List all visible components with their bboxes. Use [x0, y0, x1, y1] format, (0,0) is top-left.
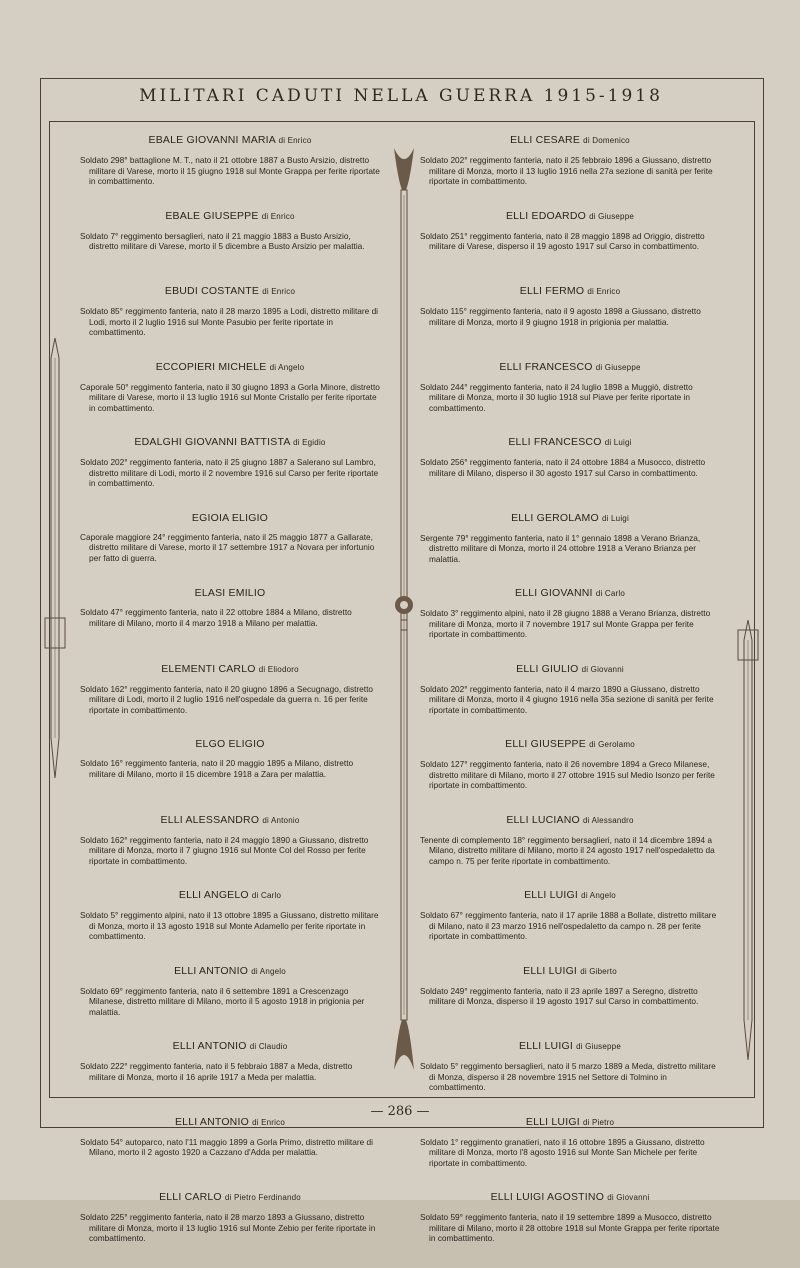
casualty-entry [80, 135, 380, 211]
casualty-entry [80, 739, 380, 815]
casualty-name [420, 815, 720, 826]
surname-given-name: ELLI LUIGI [525, 1115, 580, 1128]
casualty-name [420, 362, 720, 373]
casualty-details: Soldato 5° reggimento bersaglieri, nato il 5 marzo 1889 a Meda, distretto militare di Monza, disperso il 28 novembre 1915 nel Settore di Tolmino in combattimento. [420, 1061, 716, 1093]
parent-name: di Enrico [262, 287, 296, 296]
right-sword-ornament [734, 620, 762, 1060]
parent-name: di Angelo [251, 966, 286, 976]
right-column [420, 135, 720, 1268]
casualty-entry [420, 437, 720, 513]
surname-given-name: EBUDI COSTANTE [164, 285, 260, 297]
parent-name: di Pietro [582, 1117, 615, 1127]
parent-name: di Carlo [595, 589, 625, 598]
casualty-name [420, 890, 720, 901]
surname-given-name: ECCOPIERI MICHELE [155, 360, 267, 373]
casualty-details: Soldato 251° reggimento fanteria, nato il 28 maggio 1898 ad Origgio, distretto militare di Varese, disperso il 19 agosto 1917 sul Carso in combattimento. [420, 230, 705, 252]
casualty-entry [420, 362, 720, 438]
casualty-entry [420, 664, 720, 740]
surname-given-name: ELLI CESARE [510, 134, 581, 146]
casualty-details: Soldato 69° reggimento fanteria, nato il 6 settembre 1891 a Crescenzago Milanese, distretto militare di Milano, morto il 5 agosto 1918 in prigionia per malattia. [80, 985, 365, 1017]
parent-name: di Pietro Ferdinando [224, 1193, 301, 1202]
casualty-entry [80, 513, 380, 589]
surname-given-name: ELLI LUIGI AGOSTINO [490, 1191, 605, 1203]
parent-name: di Giuseppe [576, 1042, 621, 1051]
casualty-entry [80, 1192, 380, 1268]
parent-name: di Enrico [261, 211, 295, 221]
casualty-name [420, 1041, 720, 1052]
casualty-entry [80, 890, 380, 966]
casualty-name [420, 135, 720, 146]
casualty-entry [420, 513, 720, 589]
surname-given-name: ELLI ALESSANDRO [160, 813, 260, 826]
casualty-details: Soldato 54° autoparco, nato l'11 maggio 1899 a Gorla Primo, distretto militare di Milano, morto il 2 agosto 1920 a Cazzano d'Adda per malattia. [80, 1136, 373, 1158]
page-title: MILITARI CADUTI NELLA GUERRA 1915-1918 [139, 86, 663, 106]
surname-given-name: ELLI CARLO [159, 1191, 222, 1203]
casualty-details: Soldato 115° reggimento fanteria, nato il 9 agosto 1898 a Giussano, distretto militare di Monza, morto il 9 giugno 1918 in prigionia per malattia. [420, 306, 701, 327]
left-sword-ornament [41, 338, 69, 778]
casualty-entry [420, 1192, 720, 1268]
left-column [80, 135, 380, 1268]
casualty-name [80, 815, 380, 826]
casualty-details: Soldato 162° reggimento fanteria, nato il 20 giugno 1896 a Secugnago, distretto militare di Lodi, morto il 2 luglio 1916 nell'ospedale da guerra n. 16 per ferite riportate in combattimento. [80, 683, 373, 715]
casualty-details: Soldato 202° reggimento fanteria, nato il 25 febbraio 1896 a Giussano, distretto militare di Monza, morto il 13 luglio 1916 nella 27a sezione di sanità per ferite riportate in combattimento. [420, 155, 713, 187]
casualty-name [80, 135, 380, 146]
surname-given-name: ELLI GEROLAMO [511, 511, 599, 524]
casualty-name [80, 513, 380, 523]
parent-name: di Gerolamo [589, 740, 635, 749]
parent-name: di Domenico [583, 136, 630, 145]
parent-name: di Claudio [249, 1042, 288, 1051]
casualty-details: Caporale maggiore 24° reggimento fanteria, nato il 25 maggio 1877 a Gallarate, distretto militare di Varese, morto il 17 settembre 1917 a Novara per infortunio per fatto di guerra. [80, 531, 375, 563]
casualty-entry [420, 135, 720, 211]
casualty-entry [420, 815, 720, 891]
casualty-name [80, 1041, 380, 1052]
casualty-details: Soldato 1° reggimento granatieri, nato il 16 ottobre 1895 a Giussano, distretto militare di Monza, morto l'8 agosto 1916 sul Monte San Michele per ferite riportate in combattimento. [420, 1136, 705, 1168]
surname-given-name: ELLI FRANCESCO [508, 436, 602, 448]
parent-name: di Antonio [262, 815, 300, 825]
casualty-entry [80, 1117, 380, 1193]
surname-given-name: ELLI EDOARDO [505, 209, 586, 222]
casualty-entry [80, 664, 380, 740]
casualty-name [420, 1192, 720, 1203]
surname-given-name: ELLI GIUSEPPE [505, 738, 586, 750]
casualty-details: Sergente 79° reggimento fanteria, nato il 1° gennaio 1898 a Verano Brianza, distretto militare di Monza, morto il 24 ottobre 1918 a Verano Brianza per malattia. [420, 532, 701, 564]
casualty-details: Soldato 3° reggimento alpini, nato il 28 giugno 1888 a Verano Brianza, distretto militare di Monza, morto il 7 novembre 1917 sul Monte Grappa per ferite riportate in combattimento. [420, 608, 711, 640]
surname-given-name: ELLI LUCIANO [506, 813, 580, 826]
surname-given-name: ELLI LUIGI [519, 1040, 573, 1052]
surname-given-name: EBALE GIOVANNI MARIA [148, 134, 276, 146]
parent-name: di Eliodoro [258, 664, 299, 674]
parent-name: di Egidio [293, 438, 326, 447]
parent-name: di Giuseppe [589, 211, 635, 221]
casualty-name [420, 966, 720, 977]
surname-given-name: ELLI GIOVANNI [515, 587, 593, 599]
parent-name: di Luigi [604, 438, 632, 447]
casualty-details: Soldato 5° reggimento alpini, nato il 13 ottobre 1895 a Giussano, distretto militare di Monza, morto il 13 agosto 1918 sul Monte Adamello per ferite riportate in combattimento. [80, 910, 379, 942]
casualty-name [80, 437, 380, 448]
casualty-name [80, 890, 380, 901]
casualty-entry [420, 966, 720, 1042]
casualty-name [80, 362, 380, 373]
surname-given-name: ELEMENTI CARLO [161, 662, 256, 675]
surname-given-name: EGIOIA ELIGIO [191, 511, 269, 524]
casualty-entry [80, 211, 380, 287]
casualty-entry [80, 437, 380, 513]
parent-name: di Angelo [581, 891, 616, 900]
casualty-details: Tenente di complemento 18° reggimento bersaglieri, nato il 14 dicembre 1894 a Milano, distretto militare di Milano, morto il 24 agosto 1917 nell'ospedaletto da campo n. 75 per ferite riportate in combattimento. [420, 834, 715, 866]
casualty-name [420, 588, 720, 599]
casualty-details: Soldato 59° reggimento fanteria, nato il 19 settembre 1899 a Musocco, distretto militare di Milano, morto il 28 ottobre 1918 sul Monte Grappa per ferite riportate in combattimento. [420, 1212, 720, 1244]
casualty-details: Caporale 50° reggimento fanteria, nato il 30 giugno 1893 a Gorla Minore, distretto militare di Varese, morto il 13 luglio 1916 sul Monte Cristallo per ferite riportate in combattimento. [80, 381, 380, 413]
surname-given-name: ELLI ANTONIO [174, 964, 249, 977]
casualty-entry [80, 815, 380, 891]
casualty-details: Soldato 127° reggimento fanteria, nato il 26 novembre 1894 a Greco Milanese, distretto militare di Milano, morto il 27 ottobre 1915 sul Medio Isonzo per ferite riportate in combattimento. [420, 759, 715, 791]
casualty-entry [80, 286, 380, 362]
surname-given-name: ELLI LUIGI [523, 964, 578, 977]
parent-name: di Giovanni [607, 1193, 650, 1202]
casualty-details: Soldato 225° reggimento fanteria, nato il 28 marzo 1893 a Giussano, distretto militare di Monza, morto il 13 luglio 1916 sul Monte Zebio per ferite riportate in combattimento. [80, 1212, 376, 1244]
parent-name: di Enrico [587, 287, 621, 296]
casualty-name [80, 1192, 380, 1203]
casualty-details: Soldato 298° battaglione M. T., nato il 21 ottobre 1887 a Busto Arsizio, distretto militare di Varese, morto il 15 giugno 1918 sul Monte Grappa per ferite riportate in combattimento. [80, 155, 380, 187]
casualty-name [420, 437, 720, 448]
surname-given-name: ELGO ELIGIO [195, 738, 265, 750]
surname-given-name: EDALGHI GIOVANNI BATTISTA [134, 436, 290, 448]
casualty-entry [80, 362, 380, 438]
parent-name: di Luigi [601, 513, 629, 523]
casualty-details: Soldato 202° reggimento fanteria, nato il 4 marzo 1890 a Giussano, distretto militare di Monza, morto il 4 giugno 1916 nella 35a sezione di sanità per ferite riportate in combattimento. [420, 683, 714, 715]
casualty-details: Soldato 67° reggimento fanteria, nato il 17 aprile 1888 a Bollate, distretto militare di Milano, nato il 23 marzo 1916 nell'ospedaletto da campo n. 28 per ferite riportate in combattimento. [420, 910, 717, 942]
casualty-name [80, 211, 380, 222]
casualty-name [80, 588, 380, 598]
casualty-name [80, 286, 380, 297]
casualty-entry [80, 966, 380, 1042]
casualty-details: Soldato 16° reggimento fanteria, nato il 20 maggio 1895 a Milano, distretto militare di Milano, morto il 15 dicembre 1918 a Zara per malattia. [80, 758, 354, 779]
surname-given-name: ELLI ANTONIO [172, 1040, 247, 1052]
casualty-name [80, 739, 380, 749]
parent-name: di Carlo [251, 891, 282, 900]
casualty-name [420, 211, 720, 222]
casualty-details: Soldato 249° reggimento fanteria, nato il 23 aprile 1897 a Seregno, distretto militare di Monza, disperso il 19 agosto 1917 sul Carso in combattimento. [420, 985, 699, 1007]
casualty-name [420, 664, 720, 675]
casualty-entry [420, 286, 720, 362]
center-pillar-ornament [392, 140, 416, 1080]
casualty-name [420, 513, 720, 524]
surname-given-name: ELLI FRANCESCO [499, 360, 593, 373]
surname-given-name: ELLI GIULIO [516, 662, 579, 675]
casualty-entry [80, 588, 380, 664]
casualty-name [80, 664, 380, 675]
casualty-details: Soldato 244° reggimento fanteria, nato il 24 luglio 1898 a Muggiò, distretto militare di Monza, morto il 30 luglio 1918 sul Piave per ferite riportate in combattimento. [420, 381, 693, 413]
casualty-name [420, 286, 720, 297]
surname-given-name: ELLI LUIGI [524, 889, 579, 901]
parent-name: di Giuseppe [595, 362, 641, 372]
surname-given-name: ELLI ANTONIO [174, 1115, 249, 1128]
parent-name: di Angelo [269, 362, 305, 372]
casualty-name [80, 966, 380, 977]
parent-name: di Alessandro [583, 815, 634, 825]
casualty-entry [420, 1117, 720, 1193]
casualty-details: Soldato 202° reggimento fanteria, nato il 25 giugno 1887 a Salerano sul Lambro, distretto militare di Lodi, morto il 2 novembre 1916 sul Carso per ferite riportate in combattimento. [80, 457, 379, 489]
casualty-name [420, 739, 720, 750]
casualty-details: Soldato 7° reggimento bersaglieri, nato il 21 maggio 1883 a Busto Arsizio, distretto militare di Varese, morto il 5 dicembre a Busto Arsizio per malattia. [80, 230, 365, 252]
casualty-entry [420, 739, 720, 815]
parent-name: di Enrico [252, 1117, 286, 1127]
surname-given-name: ELASI EMILIO [194, 587, 266, 599]
surname-given-name: EBALE GIUSEPPE [165, 209, 259, 222]
parent-name: di Giovanni [581, 664, 624, 674]
page-number: — 286 — [370, 1104, 430, 1119]
casualty-details: Soldato 85° reggimento fanteria, nato il 28 marzo 1895 a Lodi, distretto militare di Lodi, morto il 2 luglio 1916 sul Monte Pasubio per ferite riportate in combattimento. [80, 306, 379, 338]
casualty-details: Soldato 162° reggimento fanteria, nato il 24 maggio 1890 a Giussano, distretto militare di Monza, morto il 7 giugno 1916 sul Monte Col del Rosso per ferite riportate in combattimento. [80, 834, 369, 866]
casualty-entry [420, 588, 720, 664]
casualty-details: Soldato 47° reggimento fanteria, nato il 22 ottobre 1884 a Milano, distretto militare di Milano, morto il 4 marzo 1918 a Milano per malattia. [80, 607, 352, 628]
surname-given-name: ELLI ANGELO [178, 889, 249, 901]
casualty-entry [420, 211, 720, 287]
casualty-details: Soldato 222° reggimento fanteria, nato il 5 febbraio 1887 a Meda, distretto militare di Monza, morto il 16 aprile 1917 a Meda per malattia. [80, 1061, 353, 1082]
parent-name: di Giberto [580, 966, 617, 976]
parent-name: di Enrico [278, 136, 312, 145]
casualty-entry [420, 890, 720, 966]
surname-given-name: ELLI FERMO [519, 285, 585, 297]
casualty-details: Soldato 256° reggimento fanteria, nato il 24 ottobre 1884 a Musocco, distretto militare di Milano, disperso il 30 agosto 1917 sul Carso in combattimento. [420, 457, 706, 478]
